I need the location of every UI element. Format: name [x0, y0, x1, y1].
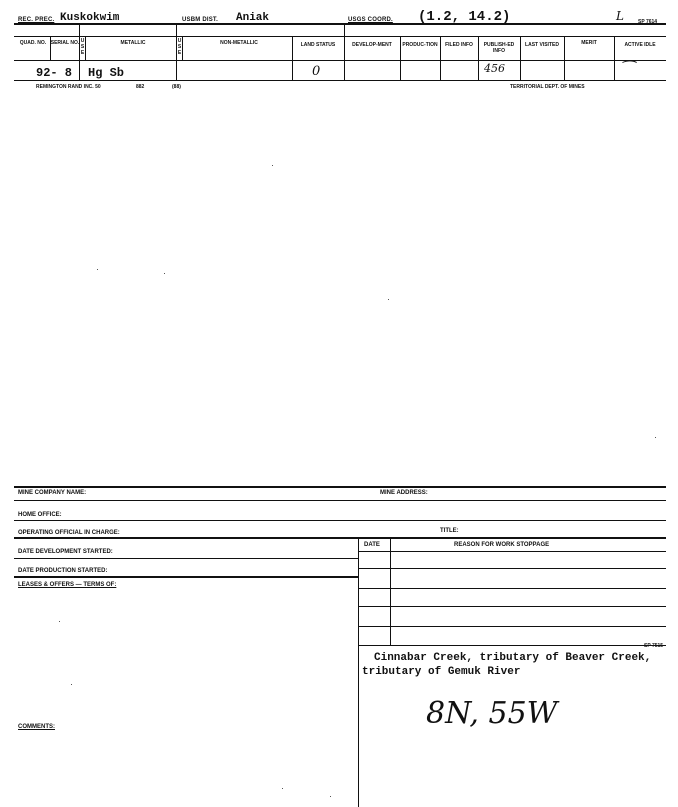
printer-label: REMINGTON RAND INC. 50 — [36, 84, 101, 90]
col-metallic: METALLIC — [120, 40, 146, 46]
col-serial-no: SERIAL NO. — [50, 40, 80, 46]
col-last-visited: LAST VISITED — [525, 42, 559, 48]
col-production: PRODUC-TION — [402, 42, 438, 48]
footer-code2: (88) — [172, 84, 181, 90]
mine-company-name-label: MINE COMPANY NAME: — [18, 490, 87, 496]
rec-prec-value: Kuskokwim — [60, 12, 120, 24]
col-use-b: USE — [177, 38, 182, 56]
usgs-coord-value: (1.2, 14.2) — [418, 9, 511, 25]
comments-label: COMMENTS: — [18, 724, 55, 730]
corner-mark: L — [616, 9, 624, 23]
col-development: DEVELOP-MENT — [352, 42, 392, 48]
mine-address-label: MINE ADDRESS: — [380, 490, 428, 496]
form-number-lower: SP 7515 — [644, 643, 664, 649]
col-published-info: PUBLISH-ED INFO — [483, 42, 515, 54]
col-quad-no: QUAD. NO. — [19, 40, 47, 46]
active-idle-mark: ⁀ — [620, 60, 633, 79]
date-column-header: DATE — [364, 542, 380, 548]
footer-code1: 882 — [136, 84, 145, 90]
location-line-2: tributary of Gemuk River — [362, 666, 521, 678]
quad-serial-value: 92- 8 — [36, 66, 73, 80]
col-active-idle: ACTIVE IDLE — [624, 42, 656, 48]
date-prod-started-label: DATE PRODUCTION STARTED: — [18, 568, 108, 574]
location-coordinate: 8N, 55W — [426, 696, 558, 731]
col-non-metallic: NON-METALLIC — [220, 40, 258, 46]
col-filed-info: FILED INFO — [445, 42, 473, 48]
col-use-a: USE — [80, 38, 85, 56]
usgs-coord-label: USGS COORD. — [348, 17, 393, 23]
location-line-1: Cinnabar Creek, tributary of Beaver Creek, — [374, 652, 652, 664]
usbm-dist-label: USBM DIST. — [182, 17, 219, 23]
date-dev-started-label: DATE DEVELOPMENT STARTED: — [18, 549, 113, 555]
col-merit: MERIT — [581, 40, 597, 46]
home-office-label: HOME OFFICE: — [18, 512, 62, 518]
published-info-value: 456 — [484, 62, 505, 75]
land-status-value: 0 — [312, 64, 321, 79]
rec-prec-label: REC. PREC. — [18, 17, 55, 23]
title-label: TITLE: — [440, 528, 459, 534]
operating-official-label: OPERATING OFFICIAL IN CHARGE: — [18, 530, 120, 536]
col-land-status: LAND STATUS — [300, 42, 336, 48]
reason-column-header: REASON FOR WORK STOPPAGE — [454, 542, 550, 548]
metallic-value: Hg Sb — [88, 66, 125, 80]
leases-label: LEASES & OFFERS — TERMS OF: — [18, 582, 117, 588]
usbm-dist-value: Aniak — [236, 12, 270, 24]
form-number: SP 7614 — [638, 19, 658, 25]
dept-label: TERRITORIAL DEPT. OF MINES — [510, 84, 585, 90]
